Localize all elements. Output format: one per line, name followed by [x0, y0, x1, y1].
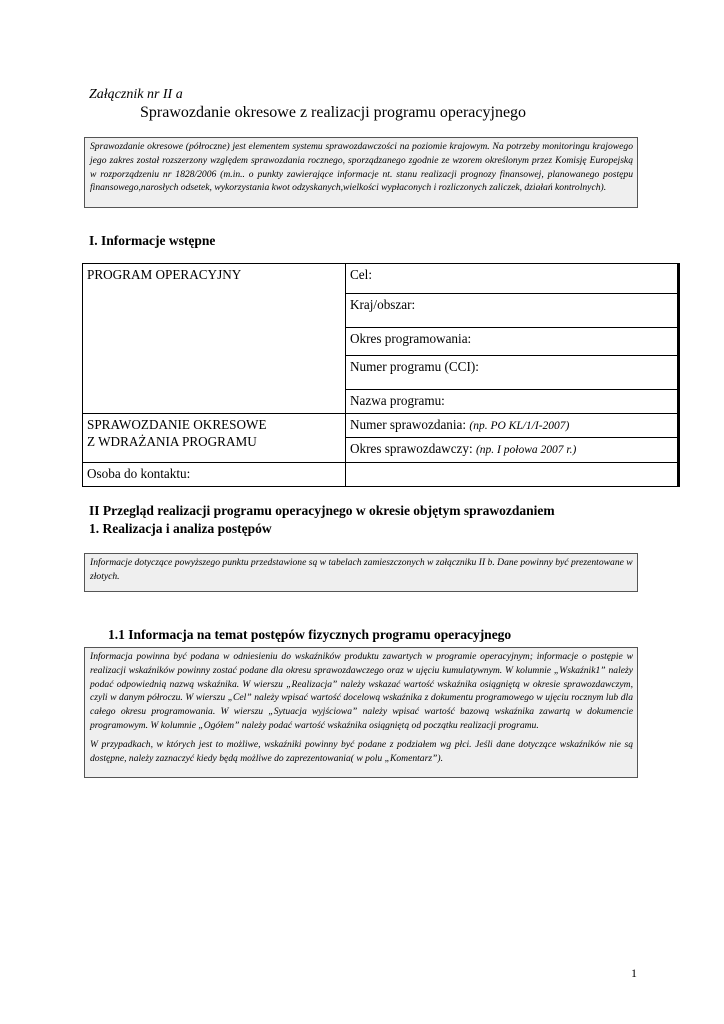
okres-sprawozdawczy-label: Okres sprawozdawczy: — [350, 441, 473, 456]
numer-sprawozdania-field[interactable] — [346, 414, 679, 438]
page-number: 1 — [631, 966, 637, 980]
okres-sprawozdawczy-field[interactable] — [346, 438, 679, 463]
kraj-field[interactable]: Kraj/obszar: — [346, 294, 679, 328]
section-1-heading: I. Informacje wstępne — [89, 233, 216, 248]
nazwa-programu-field[interactable]: Nazwa programu: — [346, 390, 679, 414]
numer-programu-field[interactable]: Numer programu (CCI): — [346, 356, 679, 390]
section-2-heading: II Przegląd realizacji programu operacyjnego w okresie objętym sprawozdaniem — [89, 503, 555, 518]
numer-sprawozdania-example: (np. PO KL/1/I-2007) — [469, 420, 570, 432]
section-2-note-text: Informacje dotyczące powyższego punktu przedstawione są w tabelach zamieszczonych w załączniku II b. Dane powinny być prezentowane w złotych. — [90, 557, 633, 582]
section-2-subheading: 1. Realizacja i analiza postępów — [89, 521, 272, 536]
contact-field[interactable] — [346, 463, 679, 487]
report-label-line-1: SPRAWOZDANIE OKRESOWE — [87, 417, 267, 432]
section-2-1-note-p1: Informacja powinna być podana w odniesieniu do wskaźników produktu zawartych w programie operacyjnym; informacje o postępie w realizacji wskaźników powinny zostać podane dla okresu sprawozdawczego oraz w ujęciu kumulatywnym. W kolumnie „Wskaźnik1” należy podać odpowiednią nazwą wskaźnika. W wierszu „Realizacja” należy wskazać wartość wskaźnika osiągniętą w okresie sprawozdawczym, czyli w danym półroczu. W wierszu „Cel” należy wpisać wartość docelową wskaźnika z dokumentu programowego w ujęciu rocznym lub dla całego okresu programowania. W wierszu „Sytuacja wyjściowa” należy wpisać wartość bazową wskaźnika zawartą w dokumencie programowym. W kolumnie „Ogółem” należy podać wartość wskaźnika osiągniętą od początku realizacji programu. — [90, 651, 633, 731]
intro-note — [84, 137, 638, 208]
cel-field[interactable]: Cel: — [346, 264, 679, 294]
numer-sprawozdania-label: Numer sprawozdania: — [350, 417, 467, 432]
document-title: Sprawozdanie okresowe z realizacji programu operacyjnego — [140, 104, 527, 121]
report-label-line-2: Z WDRAŻANIA PROGRAMU — [87, 434, 257, 449]
okres-programowania-field[interactable]: Okres programowania: — [346, 328, 679, 356]
contact-label: Osoba do kontaktu: — [83, 463, 346, 487]
section-2-1-heading: 1.1 Informacja na temat postępów fizycznych programu operacyjnego — [108, 627, 512, 642]
report-label — [83, 414, 346, 463]
section-2-1-note — [84, 647, 638, 778]
section-2-note — [84, 553, 638, 592]
okres-sprawozdawczy-example: (np. I połowa 2007 r.) — [475, 444, 577, 456]
program-label: PROGRAM OPERACYJNY — [83, 264, 346, 414]
info-table — [82, 263, 680, 487]
intro-note-text: Sprawozdanie okresowe (półroczne) jest elementem systemu sprawozdawczości na poziomie krajowym. Na potrzeby monitoringu krajowego jego zakres został rozszerzony względem sprawozdania rocznego, sporządzanego zgodnie ze wzorem określonym przez Komisję Europejską w rozporządzeniu nr 1828/2006 (m.in.. o punkty zawierające informacje nt. stanu realizacji prognozy finansowej, planowanego postępu finansowego,narosłych odsetek, wykorzystania kwot odzyskanych,wielkości wypłaconych i rozliczonych zaliczek, działań kontrolnych). — [90, 141, 633, 194]
annex-label: Załącznik nr II a — [89, 87, 183, 102]
section-2-1-note-p2: W przypadkach, w których jest to możliwe, wskaźniki powinny być podane z podziałem wg płci. Jeśli dane dotyczące wskaźników nie są dostępne, należy zaznaczyć kiedy będą możliwe do zaprezentowania( w polu „Komentarz”). — [90, 738, 633, 764]
